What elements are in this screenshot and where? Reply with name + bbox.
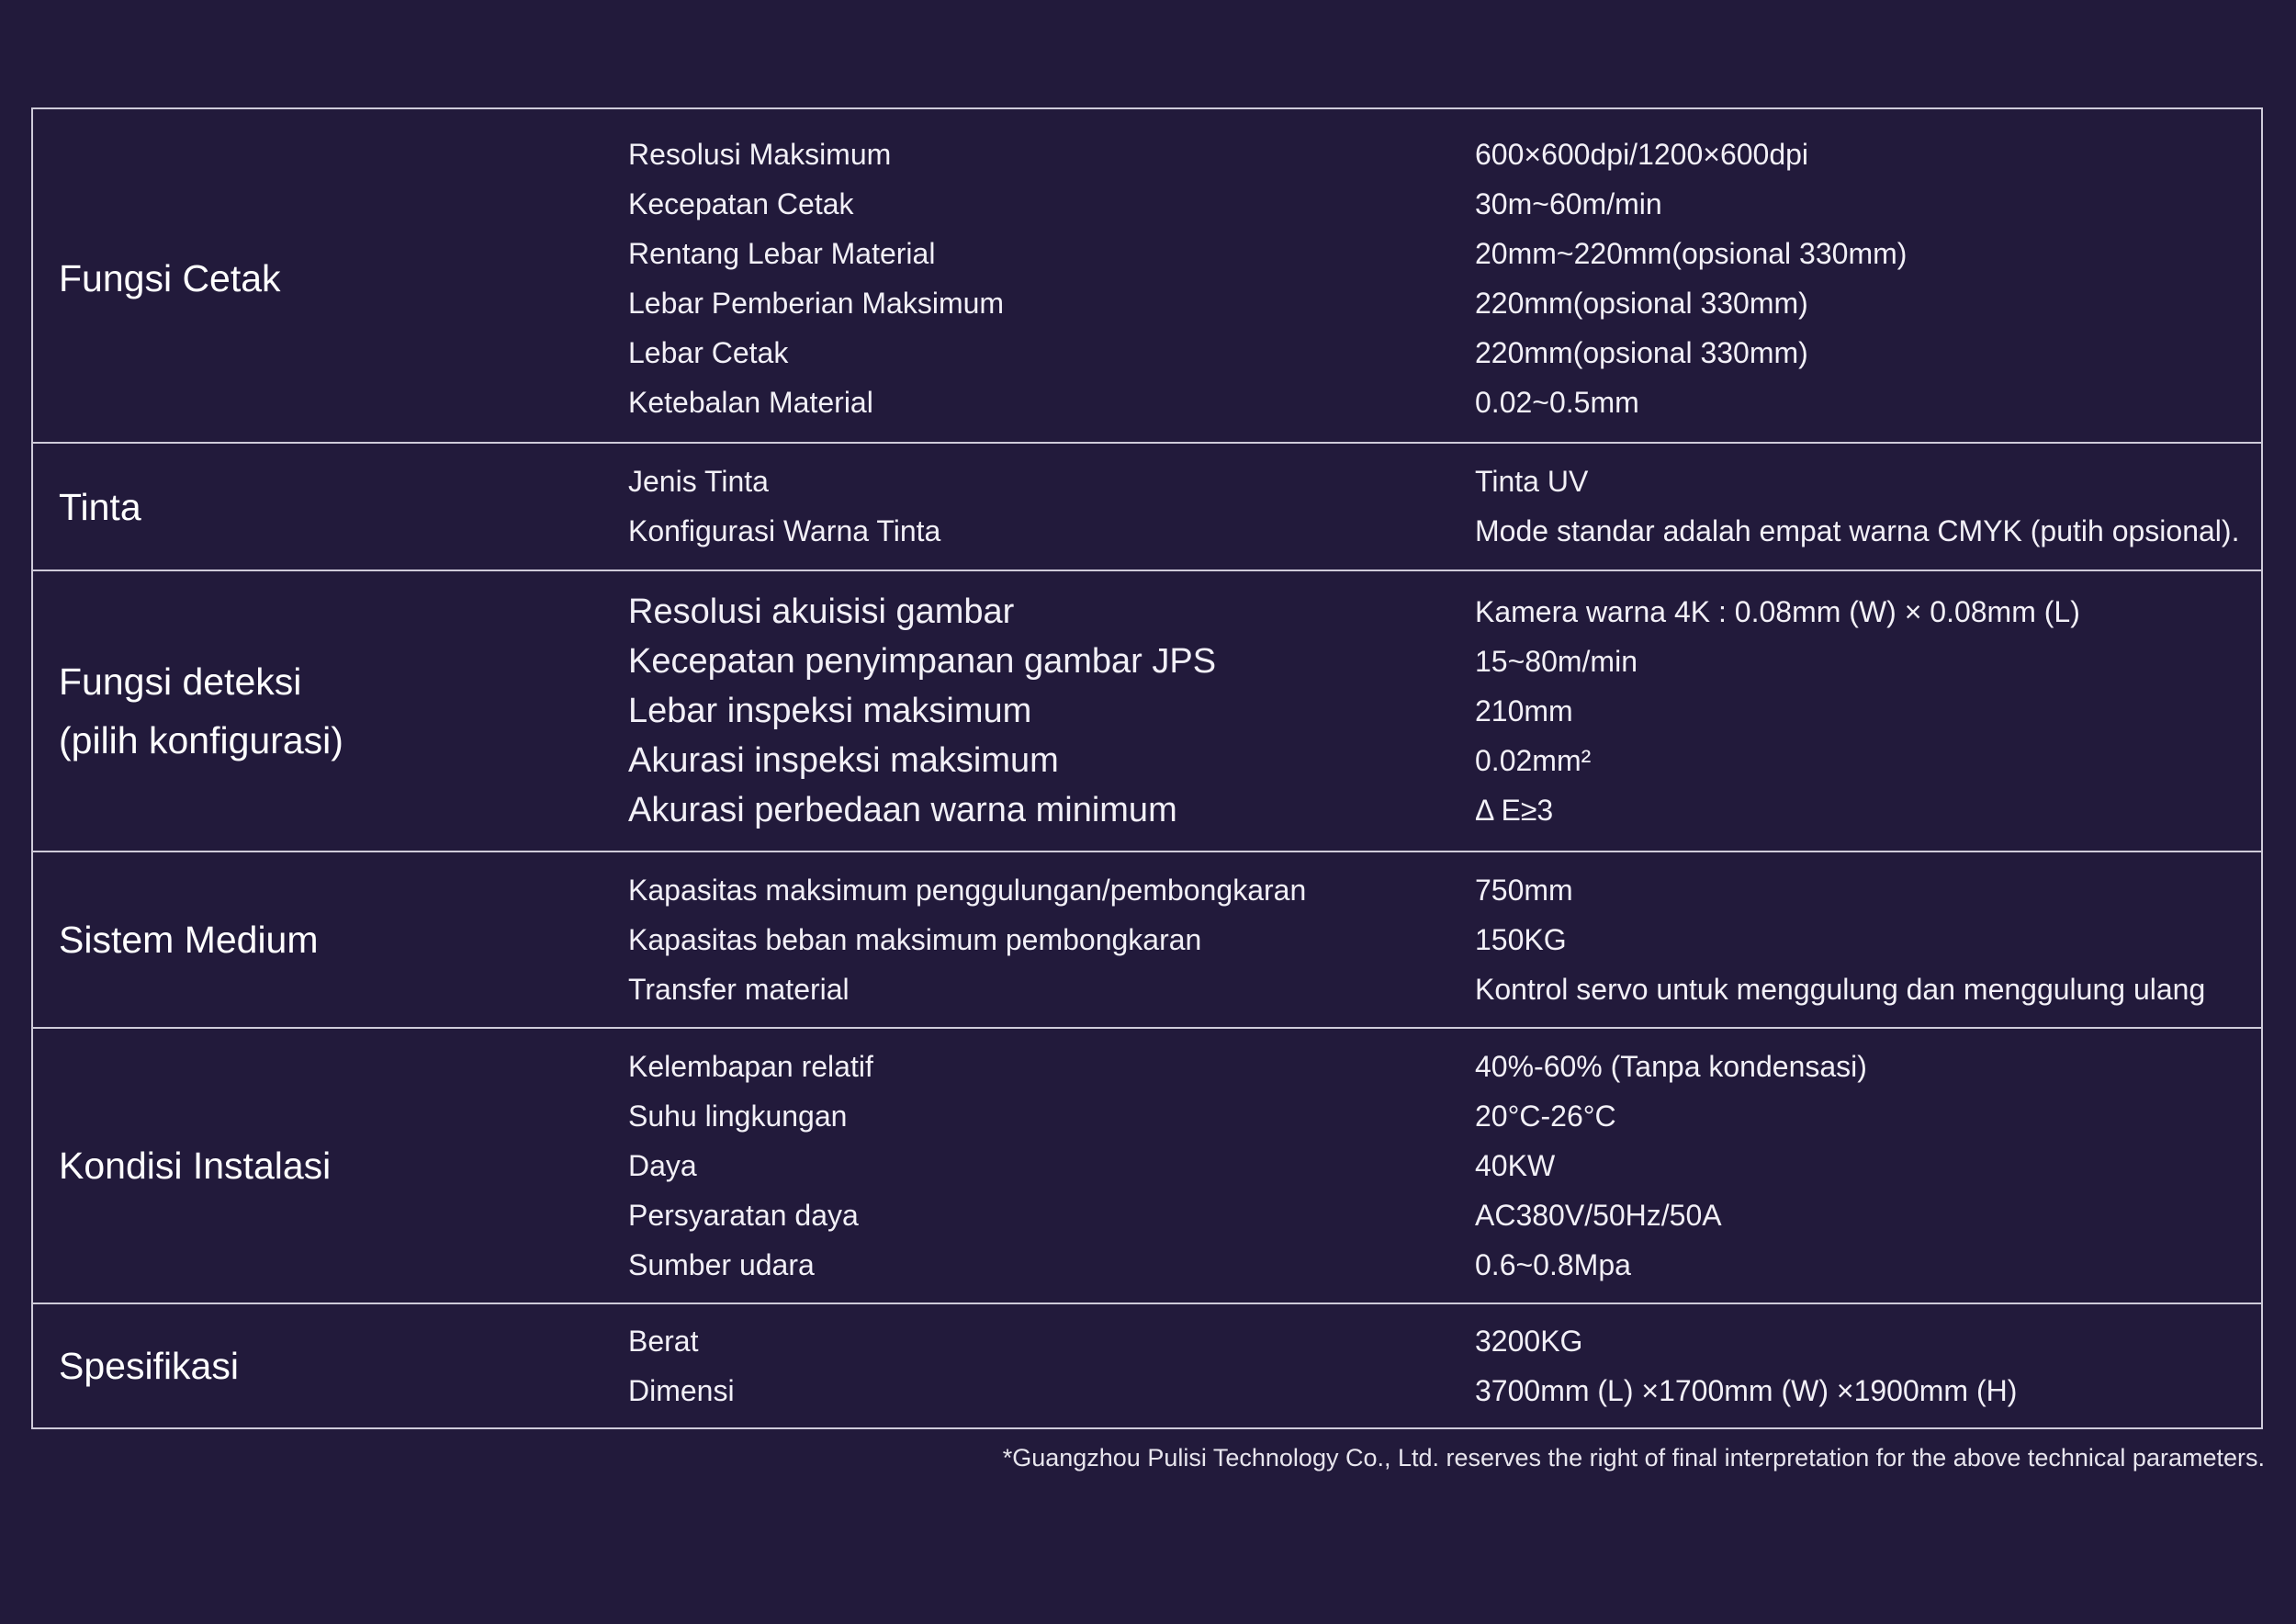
section-spesifikasi: [33, 1304, 2261, 1427]
spec-row: [628, 736, 2261, 785]
spec-row: [628, 587, 2261, 637]
spec-value: 40KW: [1475, 1148, 1556, 1182]
spec-row: [628, 865, 2261, 915]
spec-value: 0.6~0.8Mpa: [1475, 1247, 1631, 1281]
spec-label: Kecepatan penyimpanan gambar JPS: [628, 641, 1217, 681]
category-label: Tinta: [59, 485, 141, 528]
footnote: *Guangzhou Pulisi Technology Co., Ltd. reserves the right of final interpretation for the above technical parameters.: [1002, 1444, 2265, 1472]
spec-label: Kapasitas beban maksimum pembongkaran: [628, 922, 1202, 956]
spec-label: Kapasitas maksimum penggulungan/pembongkaran: [628, 873, 1307, 907]
spec-row: [628, 378, 2261, 427]
category-label: Kondisi Instalasi: [59, 1145, 332, 1187]
spec-label: Rentang Lebar Material: [628, 236, 936, 270]
spec-row: [628, 1091, 2261, 1141]
category-label: Spesifikasi: [59, 1345, 239, 1387]
spec-value: 150KG: [1475, 922, 1567, 956]
spec-row: [628, 637, 2261, 686]
spec-row: [628, 328, 2261, 378]
spec-label: Akurasi perbedaan warna minimum: [628, 790, 1177, 829]
category-label: Fungsi Cetak: [59, 257, 281, 299]
spec-value: 20°C-26°C: [1475, 1099, 1616, 1133]
spec-row: [628, 229, 2261, 278]
section-tinta: [33, 444, 2261, 571]
section-rows: [628, 1042, 2261, 1290]
spec-label: Daya: [628, 1148, 697, 1182]
spec-label: Transfer material: [628, 972, 850, 1006]
spec-row: [628, 964, 2261, 1014]
spec-label: Lebar inspeksi maksimum: [628, 691, 1032, 730]
spec-label: Kecepatan Cetak: [628, 186, 854, 220]
section-rows: [628, 130, 2261, 427]
spec-row: [628, 1042, 2261, 1091]
spec-value: Mode standar adalah empat warna CMYK (putih opsional).: [1475, 514, 2240, 547]
spec-value: 3700mm (L) ×1700mm (W) ×1900mm (H): [1475, 1373, 2018, 1407]
spec-row: [628, 1316, 2261, 1366]
spec-label: Berat: [628, 1324, 699, 1358]
spec-label: Konfigurasi Warna Tinta: [628, 514, 941, 547]
spec-label: Resolusi Maksimum: [628, 137, 892, 171]
spec-value: Tinta UV: [1475, 465, 1589, 498]
spec-value: 20mm~220mm(opsional 330mm): [1475, 236, 1908, 270]
spec-value: 0.02~0.5mm: [1475, 385, 1639, 419]
spec-value: Δ E≥3: [1475, 793, 1554, 827]
spec-row: [628, 1366, 2261, 1415]
spec-value: 3200KG: [1475, 1324, 1583, 1358]
spec-row: [628, 507, 2261, 557]
section-sistem-medium: [33, 852, 2261, 1029]
spec-label: Sumber udara: [628, 1247, 815, 1281]
spec-row: [628, 915, 2261, 964]
spec-value: Kontrol servo untuk menggulung dan menggulung ulang: [1475, 972, 2206, 1006]
spec-value: 15~80m/min: [1475, 644, 1638, 678]
category-label: Fungsi deteksi (pilih konfigurasi): [59, 660, 343, 761]
spec-value: Kamera warna 4K : 0.08mm (W) × 0.08mm (L): [1475, 594, 2080, 628]
spec-label: Lebar Cetak: [628, 335, 789, 369]
spec-row: [628, 130, 2261, 179]
section-rows: [628, 865, 2261, 1014]
spec-value: 600×600dpi/1200×600dpi: [1475, 137, 1809, 171]
spec-value: 210mm: [1475, 694, 1573, 727]
spec-value: 40%-60% (Tanpa kondensasi): [1475, 1049, 1867, 1083]
spec-row: [628, 1190, 2261, 1240]
spec-value: 30m~60m/min: [1475, 186, 1662, 220]
section-rows: [628, 1316, 2261, 1415]
category-label: Sistem Medium: [59, 919, 319, 961]
spec-row: [628, 278, 2261, 328]
spec-label: Kelembapan relatif: [628, 1049, 873, 1083]
spec-label: Resolusi akuisisi gambar: [628, 592, 1015, 631]
spec-label: Ketebalan Material: [628, 385, 873, 419]
section-rows: [628, 457, 2261, 557]
spec-value: 750mm: [1475, 873, 1573, 907]
spec-label: Jenis Tinta: [628, 465, 769, 498]
spec-label: Persyaratan daya: [628, 1198, 859, 1232]
spec-row: [628, 457, 2261, 507]
spec-row: [628, 785, 2261, 835]
spec-row: [628, 179, 2261, 229]
spec-label: Suhu lingkungan: [628, 1099, 848, 1133]
spec-row: [628, 686, 2261, 736]
spec-table: [31, 107, 2263, 1429]
spec-row: [628, 1240, 2261, 1290]
spec-label: Lebar Pemberian Maksimum: [628, 286, 1005, 320]
spec-value: 220mm(opsional 330mm): [1475, 335, 1808, 369]
section-kondisi-instalasi: [33, 1029, 2261, 1304]
spec-value: 220mm(opsional 330mm): [1475, 286, 1808, 320]
section-rows: [628, 587, 2261, 835]
spec-value: AC380V/50Hz/50A: [1475, 1198, 1722, 1232]
spec-value: 0.02mm²: [1475, 743, 1592, 777]
spec-label: Akurasi inspeksi maksimum: [628, 740, 1059, 780]
section-fungsi-deteksi: [33, 571, 2261, 852]
spec-label: Dimensi: [628, 1373, 735, 1407]
spec-row: [628, 1141, 2261, 1190]
section-fungsi-cetak: [33, 109, 2261, 444]
